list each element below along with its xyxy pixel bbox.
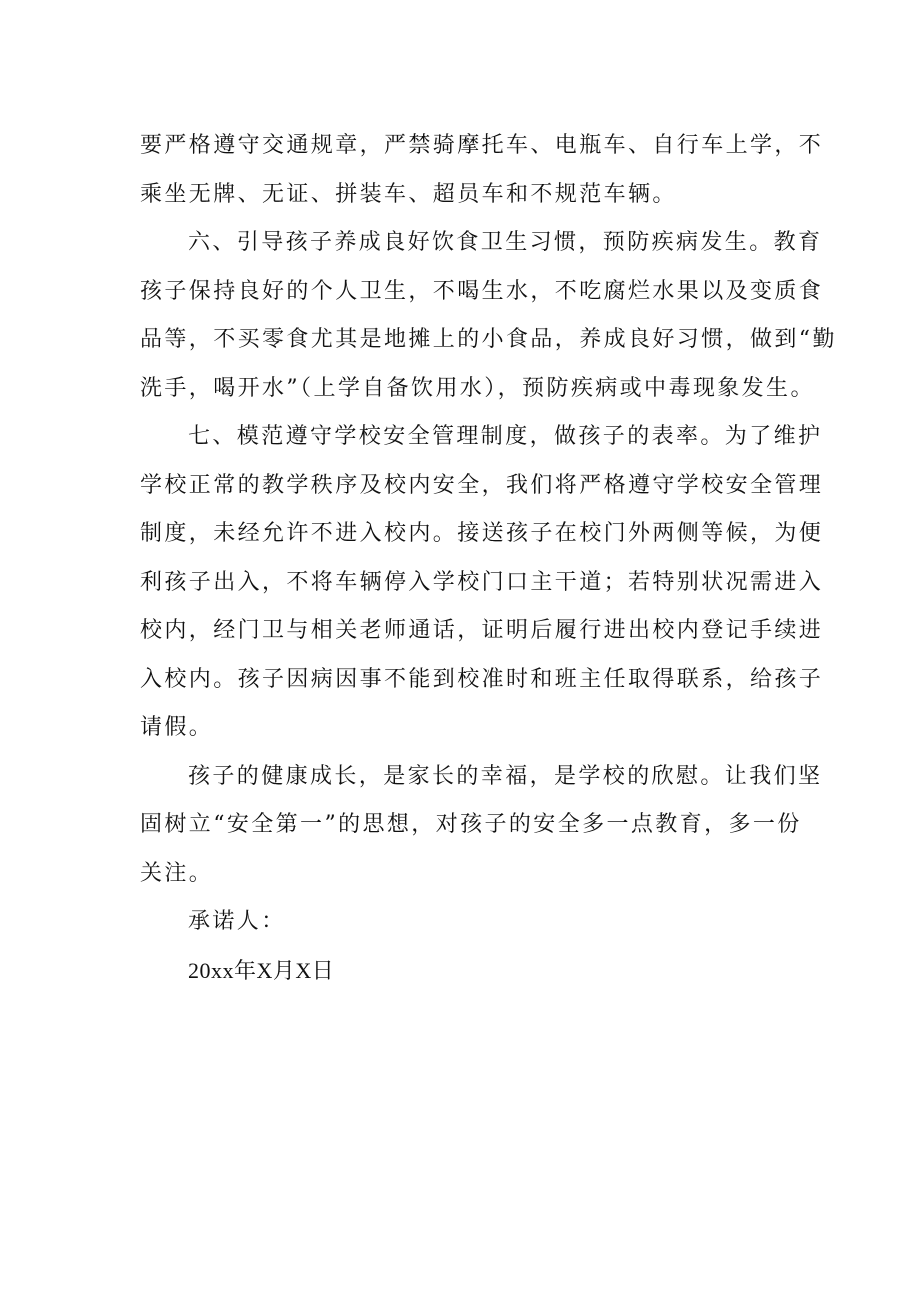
paragraph-six-hygiene [140,219,837,413]
text-line: 关注。 [140,860,214,886]
text-line: 乘坐无牌、无证、拼装车、超员车和不规范车辆。 [140,181,677,207]
text-line: 固树立“安全第一”的思想，对孩子的安全多一点教育，多一份 [140,812,802,837]
document-page [140,122,837,995]
signature-label: 承诺人： [188,909,286,934]
text-line: 孩子的健康成长，是家长的幸福，是学校的欣慰。让我们坚 [188,763,823,789]
text-line: 请假。 [140,715,214,740]
text-line: 要严格遵守交通规章，严禁骑摩托车、电瓶车、自行车上学，不 [140,133,824,158]
paragraph-seven-school-safety [140,413,824,753]
document-date: 20xx年X月X日 [188,957,335,983]
text-line: 七、模范遵守学校安全管理制度，做孩子的表率。为了维护 [188,424,823,449]
text-line: 孩子保持良好的个人卫生，不喝生水，不吃腐烂水果以及变质食 [140,278,824,304]
paragraph-closing [140,753,823,899]
text-line: 入校内。孩子因病因事不能到校准时和班主任取得联系，给孩子 [140,666,824,692]
text-line: 品等，不买零食尤其是地摊上的小食品，养成良好习惯，做到“勤 [140,327,837,352]
text-line: 学校正常的教学秩序及校内安全，我们将严格遵守学校安全管理 [140,472,824,498]
document-body [140,122,837,898]
text-line: 六、引导孩子养成良好饮食卫生习惯，预防疾病发生。教育 [188,230,823,255]
text-line: 洗手，喝开水”（上学自备饮用水），预防疾病或中毒现象发生。 [140,375,815,401]
text-line: 校内，经门卫与相关老师通话，证明后履行进出校内登记手续进 [140,618,824,643]
paragraph-traffic-rules-continued [140,122,824,219]
text-line: 制度，未经允许不进入校内。接送孩子在校门外两侧等候，为便 [140,521,824,546]
text-line: 利孩子出入，不将车辆停入学校门口主干道；若特别状况需进入 [140,569,824,595]
